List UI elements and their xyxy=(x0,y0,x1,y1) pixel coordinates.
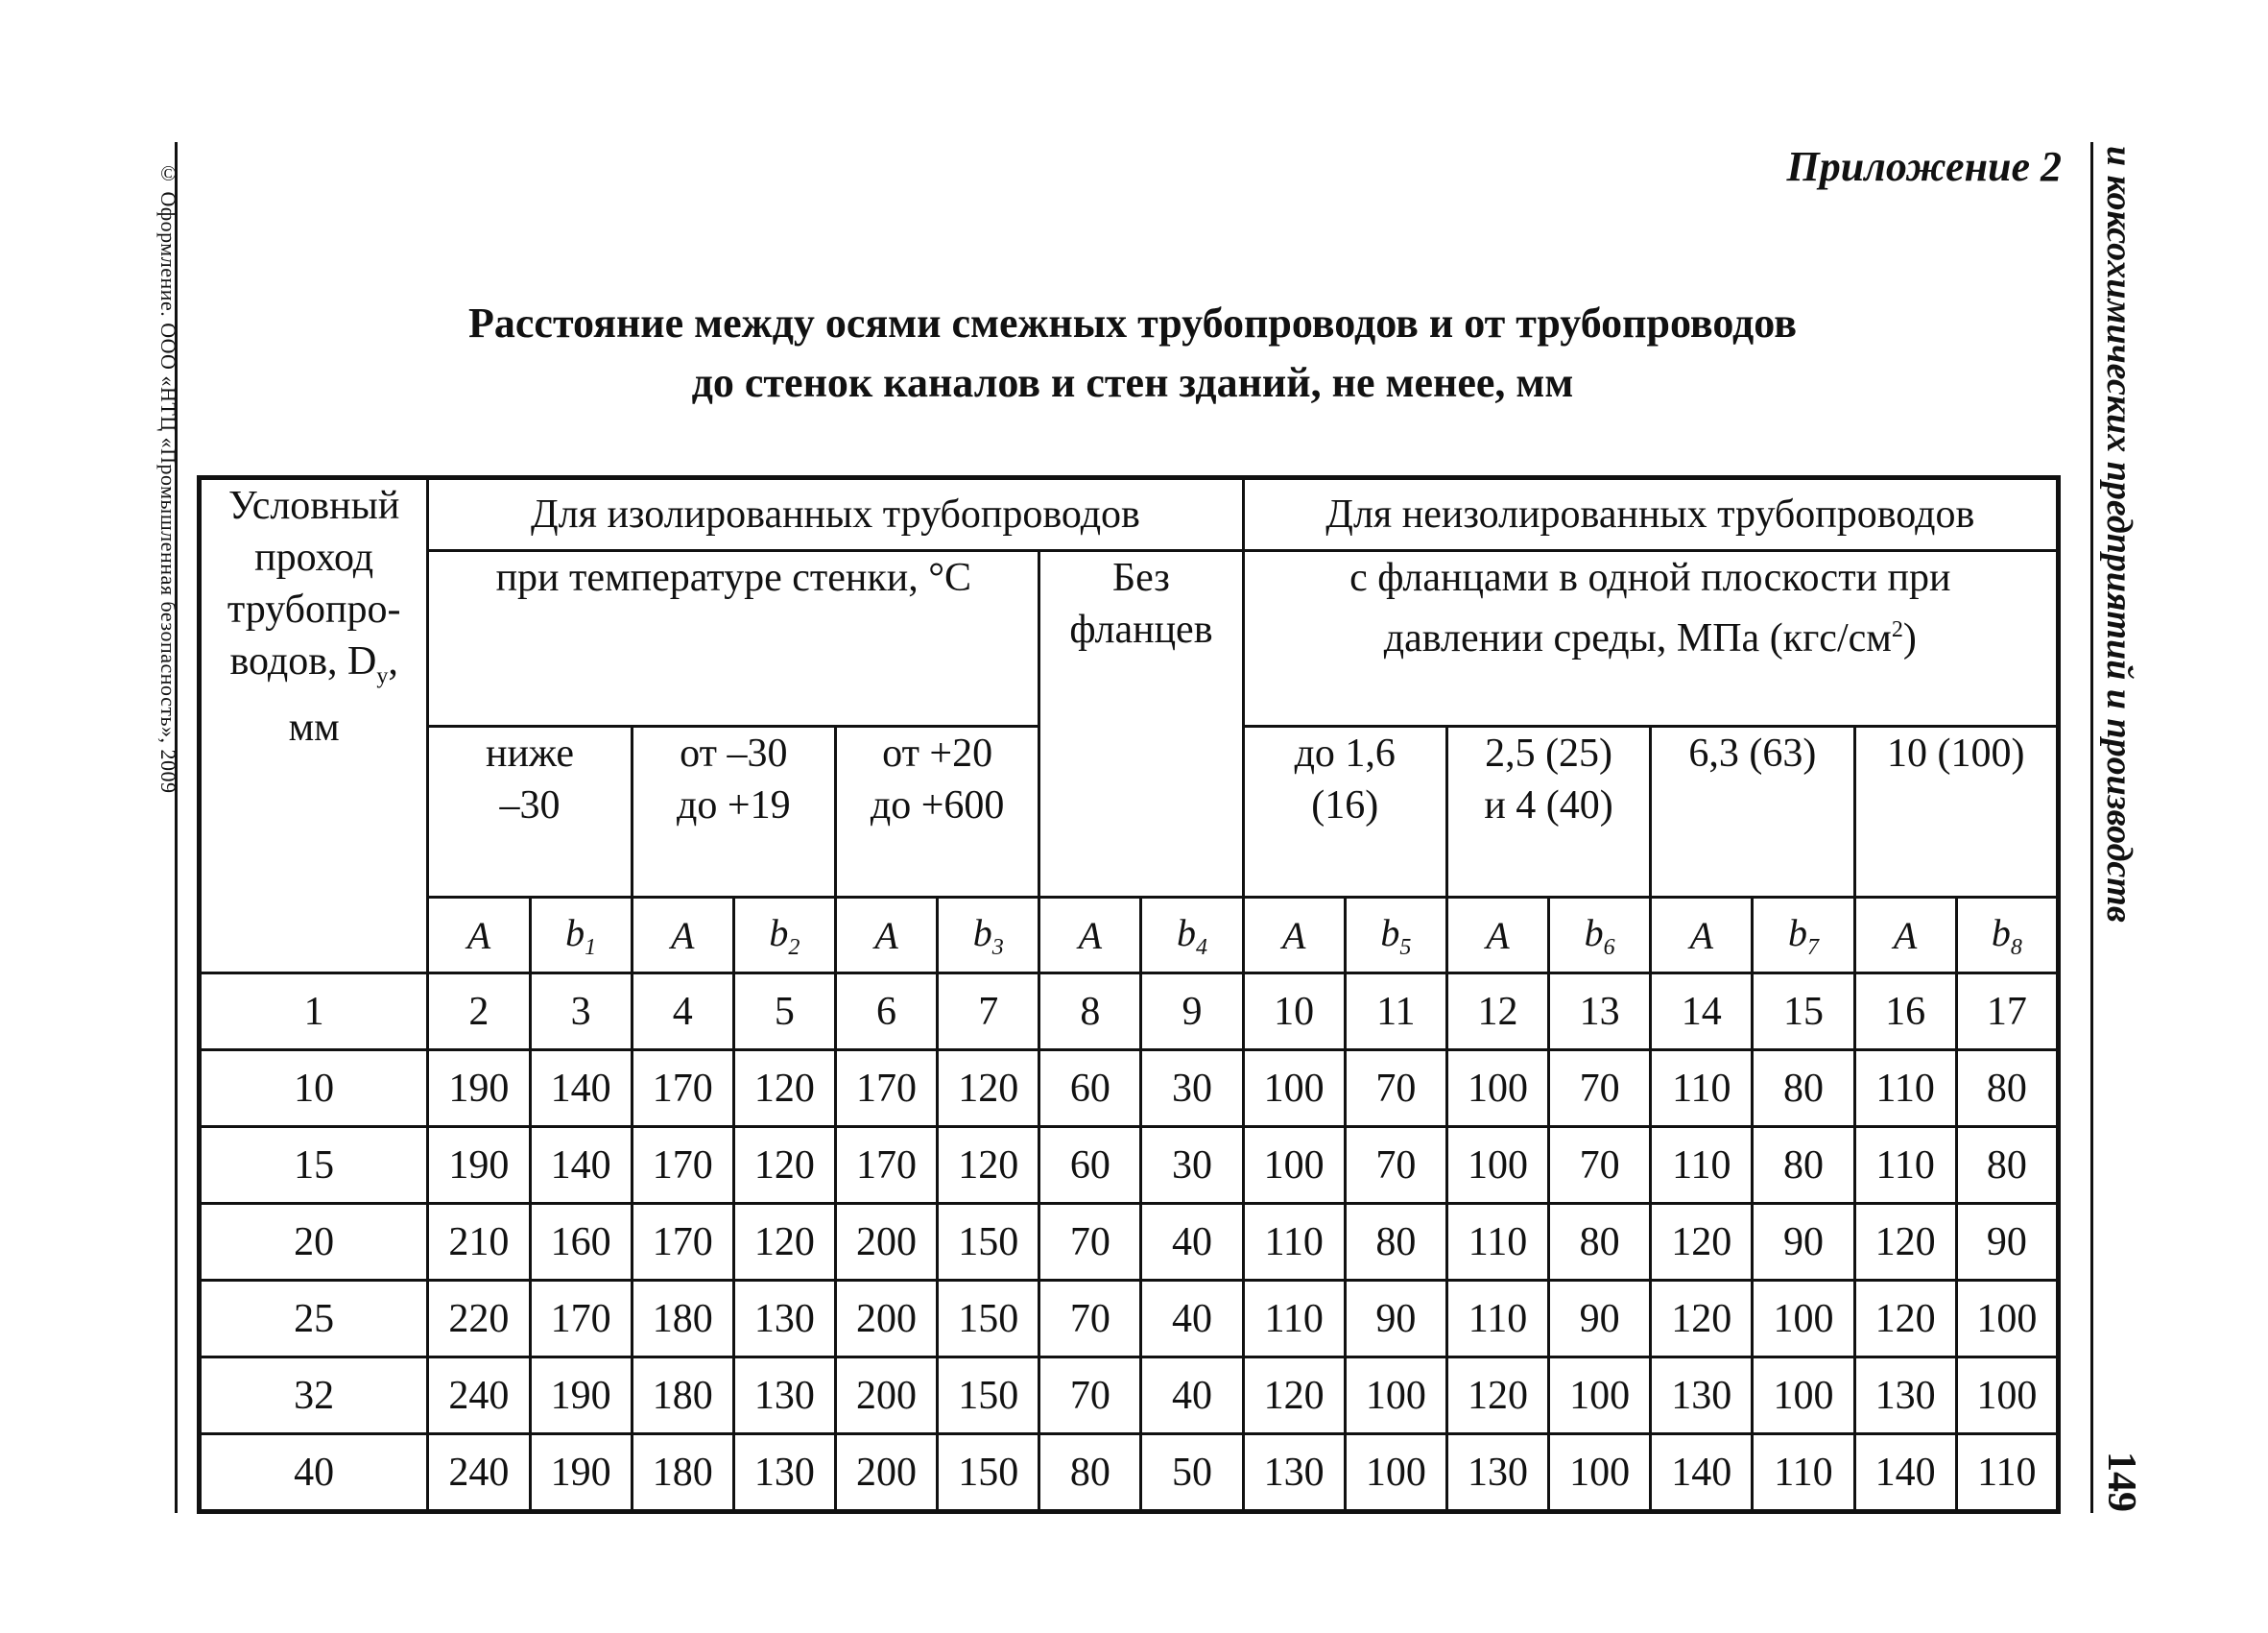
distance-cell: 210 xyxy=(428,1204,530,1281)
distance-cell: 220 xyxy=(428,1281,530,1357)
column-number-cell: 15 xyxy=(1753,973,1854,1050)
distance-cell: 170 xyxy=(632,1050,733,1127)
page-title xyxy=(288,294,1977,413)
distance-cell: 40 xyxy=(1141,1204,1243,1281)
distance-cell: 120 xyxy=(1854,1204,1956,1281)
column-symbol-header: $b_1$ xyxy=(530,898,632,973)
distance-cell: 110 xyxy=(1446,1281,1548,1357)
distance-cell: 90 xyxy=(1956,1204,2058,1281)
distance-cell: 120 xyxy=(1651,1281,1753,1357)
distance-cell: 130 xyxy=(1651,1357,1753,1434)
distance-cell: 100 xyxy=(1243,1050,1345,1127)
column-number-cell: 11 xyxy=(1345,973,1446,1050)
column-number-cell: 17 xyxy=(1956,973,2058,1050)
distance-cell: 100 xyxy=(1446,1050,1548,1127)
distance-table xyxy=(197,475,2061,1514)
appendix-heading: Приложение 2 xyxy=(1786,143,2062,190)
distance-cell: 130 xyxy=(733,1434,835,1512)
column-number-cell: 12 xyxy=(1446,973,1548,1050)
distance-cell: 240 xyxy=(428,1357,530,1434)
distance-cell: 70 xyxy=(1549,1127,1651,1204)
distance-cell: 110 xyxy=(1854,1050,1956,1127)
page-number: 149 xyxy=(2099,1452,2143,1512)
range-header: от –30 до +19 xyxy=(632,727,835,898)
distance-cell: 120 xyxy=(1446,1357,1548,1434)
column-symbol-header: $b_5$ xyxy=(1345,898,1446,973)
column-number-cell: 5 xyxy=(733,973,835,1050)
distance-cell: 70 xyxy=(1345,1050,1446,1127)
distance-cell: 80 xyxy=(1345,1204,1446,1281)
distance-cell: 120 xyxy=(733,1204,835,1281)
nominal-diameter-cell: 40 xyxy=(200,1434,428,1512)
distance-cell: 200 xyxy=(835,1357,937,1434)
distance-cell: 160 xyxy=(530,1204,632,1281)
range-header: 10 (100) xyxy=(1854,727,2058,898)
distance-cell: 100 xyxy=(1549,1357,1651,1434)
nominal-diameter-cell: 25 xyxy=(200,1281,428,1357)
column-symbol-header: A xyxy=(1243,898,1345,973)
distance-cell: 40 xyxy=(1141,1357,1243,1434)
column-symbol-header: $b_8$ xyxy=(1956,898,2058,973)
distance-cell: 70 xyxy=(1039,1357,1141,1434)
range-header: ниже –30 xyxy=(428,727,632,898)
column-symbol-header: $b_2$ xyxy=(733,898,835,973)
distance-cell: 100 xyxy=(1956,1357,2058,1434)
insulated-pipes-header: Для изолированных трубопроводов xyxy=(428,478,1243,551)
distance-cell: 190 xyxy=(530,1357,632,1434)
column-symbol-header: A xyxy=(835,898,937,973)
distance-cell: 180 xyxy=(632,1357,733,1434)
running-header-sidebar: и коксохимических предприятий и производств xyxy=(2099,146,2139,923)
distance-cell: 100 xyxy=(1549,1434,1651,1512)
distance-cell: 100 xyxy=(1753,1281,1854,1357)
distance-cell: 140 xyxy=(530,1127,632,1204)
distance-cell: 100 xyxy=(1956,1281,2058,1357)
uninsulated-pipes-header: Для неизолированных трубопроводов xyxy=(1243,478,2058,551)
distance-cell: 80 xyxy=(1956,1127,2058,1204)
distance-cell: 70 xyxy=(1345,1127,1446,1204)
column-number-cell: 16 xyxy=(1854,973,1956,1050)
column-number-cell: 10 xyxy=(1243,973,1345,1050)
distance-cell: 180 xyxy=(632,1434,733,1512)
wall-temperature-header: при температуре стенки, °С xyxy=(428,551,1039,727)
range-header: 2,5 (25) и 4 (40) xyxy=(1446,727,1650,898)
title-line-1: Расстояние между осями смежных трубопроводов и от трубопроводов xyxy=(468,300,1797,347)
distance-cell: 90 xyxy=(1753,1204,1854,1281)
distance-cell: 120 xyxy=(938,1127,1039,1204)
distance-cell: 140 xyxy=(1854,1434,1956,1512)
no-flange-header: Без фланцев xyxy=(1039,551,1243,898)
nominal-diameter-header: Условный проход трубопро- водов, $D_у$, мм xyxy=(200,478,428,973)
column-number-cell: 8 xyxy=(1039,973,1141,1050)
distance-cell: 110 xyxy=(1753,1434,1854,1512)
column-number-cell: 9 xyxy=(1141,973,1243,1050)
distance-cell: 80 xyxy=(1549,1204,1651,1281)
column-symbol-header: A xyxy=(1854,898,1956,973)
distance-cell: 100 xyxy=(1345,1357,1446,1434)
distance-cell: 200 xyxy=(835,1281,937,1357)
distance-cell: 70 xyxy=(1549,1050,1651,1127)
table-row xyxy=(200,1434,2059,1512)
column-number-cell: 13 xyxy=(1549,973,1651,1050)
distance-cell: 120 xyxy=(1854,1281,1956,1357)
column-number-cell: 7 xyxy=(938,973,1039,1050)
column-symbol-header: $b_6$ xyxy=(1549,898,1651,973)
distance-cell: 90 xyxy=(1345,1281,1446,1357)
distance-cell: 70 xyxy=(1039,1204,1141,1281)
copyright-sidebar: © Оформление. ООО «НТЦ «Промышленная безопасность», 2009 xyxy=(156,161,180,794)
distance-cell: 170 xyxy=(835,1127,937,1204)
distance-cell: 240 xyxy=(428,1434,530,1512)
nominal-diameter-cell: 32 xyxy=(200,1357,428,1434)
column-symbol-header: A xyxy=(632,898,733,973)
distance-cell: 120 xyxy=(733,1127,835,1204)
distance-cell: 120 xyxy=(1651,1204,1753,1281)
distance-cell: 130 xyxy=(1446,1434,1548,1512)
distance-cell: 150 xyxy=(938,1434,1039,1512)
distance-cell: 150 xyxy=(938,1204,1039,1281)
column-symbol-header: $b_3$ xyxy=(938,898,1039,973)
table-row xyxy=(200,1050,2059,1127)
distance-cell: 100 xyxy=(1243,1127,1345,1204)
distance-cell: 90 xyxy=(1549,1281,1651,1357)
table-row xyxy=(200,1127,2059,1204)
column-number-cell: 2 xyxy=(428,973,530,1050)
distance-cell: 60 xyxy=(1039,1127,1141,1204)
distance-cell: 80 xyxy=(1753,1050,1854,1127)
column-symbol-header: A xyxy=(1446,898,1548,973)
column-number-cell: 14 xyxy=(1651,973,1753,1050)
range-header: 6,3 (63) xyxy=(1651,727,1854,898)
distance-cell: 100 xyxy=(1345,1434,1446,1512)
distance-cell: 130 xyxy=(733,1357,835,1434)
distance-cell: 150 xyxy=(938,1281,1039,1357)
nominal-diameter-cell: 10 xyxy=(200,1050,428,1127)
distance-cell: 200 xyxy=(835,1434,937,1512)
column-number-cell: 3 xyxy=(530,973,632,1050)
distance-cell: 140 xyxy=(530,1050,632,1127)
flanges-pressure-header: с фланцами в одной плоскости при давлении среды, МПа $(кгс/см^2)$ xyxy=(1243,551,2058,727)
distance-cell: 50 xyxy=(1141,1434,1243,1512)
distance-cell: 110 xyxy=(1651,1050,1753,1127)
range-header: до 1,6 (16) xyxy=(1243,727,1446,898)
distance-cell: 30 xyxy=(1141,1050,1243,1127)
distance-cell: 170 xyxy=(835,1050,937,1127)
distance-cell: 100 xyxy=(1446,1127,1548,1204)
range-header: от +20 до +600 xyxy=(835,727,1039,898)
table-row xyxy=(200,1281,2059,1357)
distance-cell: 80 xyxy=(1956,1050,2058,1127)
column-number-cell: 4 xyxy=(632,973,733,1050)
distance-cell: 80 xyxy=(1753,1127,1854,1204)
table-row xyxy=(200,1204,2059,1281)
column-symbol-header: $b_7$ xyxy=(1753,898,1854,973)
distance-cell: 40 xyxy=(1141,1281,1243,1357)
distance-cell: 130 xyxy=(1854,1357,1956,1434)
column-number-cell: 1 xyxy=(200,973,428,1050)
right-margin-rule xyxy=(2090,142,2093,1513)
distance-cell: 170 xyxy=(632,1127,733,1204)
column-symbol-header: A xyxy=(1039,898,1141,973)
distance-cell: 200 xyxy=(835,1204,937,1281)
distance-cell: 170 xyxy=(530,1281,632,1357)
distance-cell: 30 xyxy=(1141,1127,1243,1204)
title-line-2: до стенок каналов и стен зданий, не менее, мм xyxy=(691,359,1574,406)
distance-cell: 110 xyxy=(1243,1204,1345,1281)
table-row xyxy=(200,1357,2059,1434)
column-symbol-header: $b_4$ xyxy=(1141,898,1243,973)
distance-cell: 60 xyxy=(1039,1050,1141,1127)
column-symbol-header: A xyxy=(428,898,530,973)
distance-cell: 190 xyxy=(428,1050,530,1127)
distance-cell: 110 xyxy=(1651,1127,1753,1204)
distance-cell: 110 xyxy=(1243,1281,1345,1357)
distance-cell: 150 xyxy=(938,1357,1039,1434)
nominal-diameter-cell: 15 xyxy=(200,1127,428,1204)
distance-cell: 170 xyxy=(632,1204,733,1281)
distance-cell: 120 xyxy=(733,1050,835,1127)
distance-cell: 130 xyxy=(733,1281,835,1357)
distance-cell: 80 xyxy=(1039,1434,1141,1512)
nominal-diameter-cell: 20 xyxy=(200,1204,428,1281)
distance-cell: 180 xyxy=(632,1281,733,1357)
distance-cell: 120 xyxy=(938,1050,1039,1127)
column-number-cell: 6 xyxy=(835,973,937,1050)
distance-cell: 110 xyxy=(1446,1204,1548,1281)
distance-cell: 190 xyxy=(428,1127,530,1204)
distance-cell: 130 xyxy=(1243,1434,1345,1512)
distance-cell: 190 xyxy=(530,1434,632,1512)
distance-cell: 70 xyxy=(1039,1281,1141,1357)
distance-cell: 100 xyxy=(1753,1357,1854,1434)
distance-cell: 110 xyxy=(1956,1434,2058,1512)
column-symbol-header: A xyxy=(1651,898,1753,973)
distance-cell: 110 xyxy=(1854,1127,1956,1204)
distance-cell: 140 xyxy=(1651,1434,1753,1512)
distance-cell: 120 xyxy=(1243,1357,1345,1434)
